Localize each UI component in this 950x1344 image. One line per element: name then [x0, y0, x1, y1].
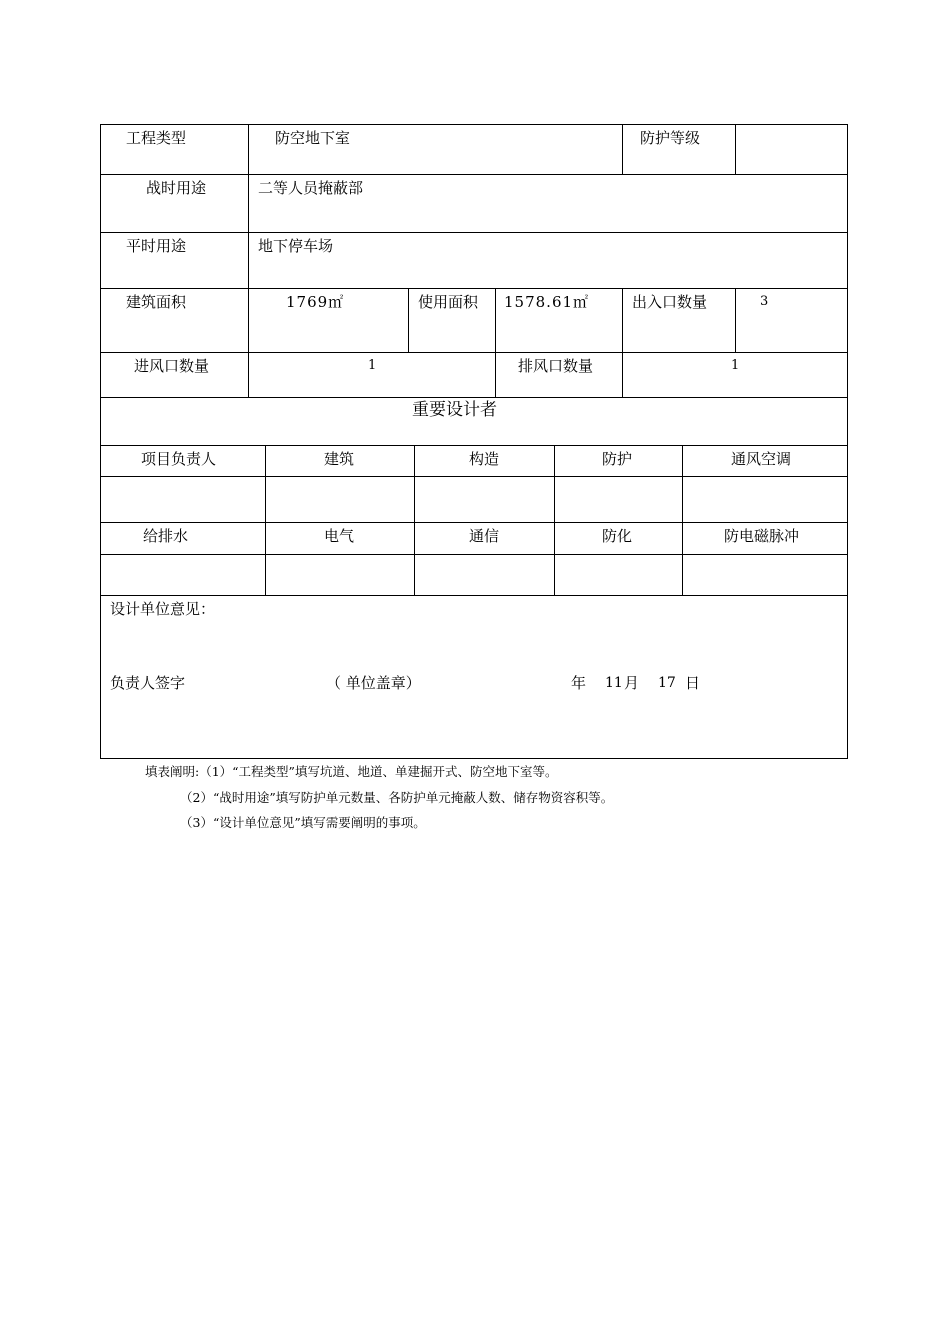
note-line-3: （3）“设计单位意见”填写需要阐明的事项。	[180, 815, 426, 830]
header-communication: 通信	[469, 527, 500, 545]
header-architecture: 建筑	[324, 450, 355, 468]
column-divider	[735, 288, 736, 352]
header-hvac: 通风空调	[731, 450, 792, 468]
entrance-count-label: 出入口数量	[632, 293, 708, 311]
header-project-lead: 项目负责人	[141, 450, 217, 468]
wartime-use-value[interactable]: 二等人员掩蔽部	[258, 179, 364, 197]
row-divider	[100, 397, 848, 398]
row-divider	[100, 476, 848, 477]
column-divider	[622, 124, 623, 174]
building-area-value[interactable]: 1769㎡	[286, 293, 345, 311]
project-type-label: 工程类型	[126, 129, 187, 147]
air-outlet-label: 排风口数量	[518, 357, 594, 375]
month-value[interactable]: 11	[605, 675, 623, 691]
column-divider	[414, 445, 415, 595]
design-unit-opinion-label: 设计单位意见：	[110, 600, 216, 618]
row-divider	[100, 174, 848, 175]
row-divider	[100, 232, 848, 233]
column-divider	[495, 288, 496, 397]
column-divider	[265, 445, 266, 595]
note-line-2: （2）“战时用途”填写防护单元数量、各防护单元掩蔽人数、储存物资容积等。	[180, 790, 614, 805]
usable-area-label: 使用面积	[418, 293, 479, 311]
row-divider	[100, 445, 848, 446]
form-table	[100, 124, 848, 759]
header-structure: 构造	[469, 450, 500, 468]
row-divider	[100, 352, 848, 353]
wartime-use-label: 战时用途	[146, 179, 207, 197]
column-divider	[622, 288, 623, 397]
column-divider	[735, 124, 736, 174]
header-emp-protection: 防电磁脉冲	[724, 527, 800, 545]
column-divider	[682, 445, 683, 595]
row-divider	[100, 595, 848, 596]
day-label: 日	[685, 674, 701, 692]
signature-label: 负责人签字	[110, 674, 186, 692]
air-inlet-label: 进风口数量	[134, 357, 210, 375]
row-divider	[100, 554, 848, 555]
protection-level-label: 防护等级	[640, 129, 701, 147]
column-divider	[248, 124, 249, 397]
seal-label: （ 单位盖章）	[326, 674, 421, 692]
air-inlet-value[interactable]: 1	[368, 358, 377, 373]
header-water-supply: 给排水	[143, 527, 189, 545]
column-divider	[554, 445, 555, 595]
entrance-count-value[interactable]: 3	[760, 294, 769, 309]
note-line-1: 填表阐明:（1）“工程类型”填写坑道、地道、单建掘开式、防空地下室等。	[145, 764, 558, 779]
column-divider	[408, 288, 409, 352]
year-label: 年	[571, 674, 587, 692]
project-type-value[interactable]: 防空地下室	[275, 129, 351, 147]
header-protection: 防护	[602, 450, 633, 468]
air-outlet-value[interactable]: 1	[731, 358, 740, 373]
designers-section-title: 重要设计者	[412, 400, 497, 420]
header-electrical: 电气	[324, 527, 355, 545]
day-value[interactable]: 17	[658, 675, 676, 691]
header-chemical-defense: 防化	[602, 527, 633, 545]
building-area-label: 建筑面积	[126, 293, 187, 311]
usable-area-value[interactable]: 1578.61㎡	[504, 293, 590, 311]
row-divider	[100, 522, 848, 523]
peacetime-use-value[interactable]: 地下停车场	[258, 237, 334, 255]
month-label: 月	[624, 674, 640, 692]
peacetime-use-label: 平时用途	[126, 237, 187, 255]
